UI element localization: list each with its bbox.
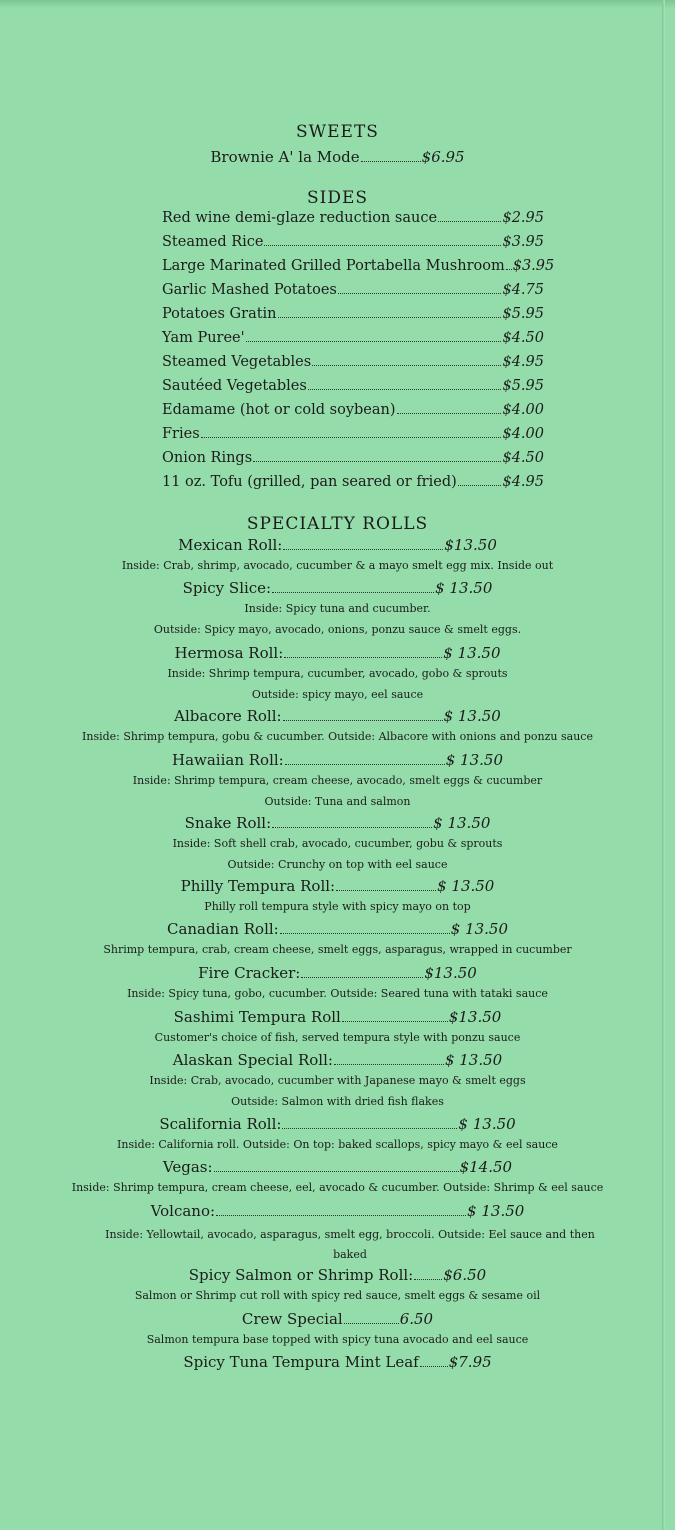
- roll-description: Inside: California roll. Outside: On top: baked scallops, spicy mayo & eel sauce: [117, 1138, 558, 1151]
- dot-leader: [438, 221, 501, 222]
- item-name: Garlic Mashed Potatoes: [162, 282, 337, 298]
- roll-description: Customer's choice of fish, served tempura style with ponzu sauce: [154, 1031, 521, 1044]
- dot-leader: [344, 1323, 399, 1324]
- roll-description: Outside: Salmon with dried fish flakes: [231, 1095, 444, 1108]
- roll-title-row: [0, 964, 675, 982]
- side-item: [162, 210, 544, 232]
- item-name: Steamed Vegetables: [162, 354, 312, 370]
- dot-leader: [342, 1021, 448, 1022]
- roll-title-row: [0, 1310, 675, 1328]
- specialty-rolls-heading: SPECIALTY ROLLS: [246, 514, 429, 534]
- menu-item: [174, 1008, 502, 1026]
- item-price: $4.95: [502, 354, 544, 370]
- menu-item: [242, 1310, 433, 1328]
- roll-description: Outside: spicy mayo, eel sauce: [251, 688, 424, 701]
- roll-description: Inside: Yellowtail, avocado, asparagus, smelt egg, broccoli. Outside: Eel sauce and then baked: [105, 1228, 595, 1261]
- roll-price: $ 13.50: [433, 814, 491, 832]
- roll-price: $7.95: [448, 1353, 492, 1371]
- roll-price: $ 13.50: [443, 707, 501, 725]
- dot-leader: [216, 1215, 466, 1216]
- roll-description: Shrimp tempura, crab, cream cheese, smelt eggs, asparagus, wrapped in cucumber: [103, 943, 572, 956]
- dot-leader: [278, 317, 502, 318]
- roll-description: Outside: Crunchy on top with eel sauce: [227, 858, 448, 871]
- roll-description: Outside: Spicy mayo, avocado, onions, ponzu sauce & smelt eggs.: [153, 623, 522, 636]
- side-item: [162, 330, 544, 352]
- roll-price: $ 13.50: [458, 1115, 516, 1133]
- menu-item: [163, 1158, 512, 1176]
- side-item: [162, 354, 544, 376]
- menu-item: [174, 644, 500, 662]
- roll-price: $ 13.50: [467, 1202, 525, 1220]
- roll-title-row: [0, 707, 675, 725]
- item-price: $5.95: [502, 378, 544, 394]
- menu-item: [183, 579, 493, 597]
- roll-name: Scalifornia Roll:: [159, 1115, 282, 1133]
- menu-item: [178, 536, 497, 554]
- roll-price: $ 13.50: [445, 751, 503, 769]
- roll-price: $6.50: [443, 1266, 487, 1284]
- roll-price: $ 13.50: [437, 877, 495, 895]
- roll-description: Inside: Soft shell crab, avocado, cucumber, gobu & sprouts: [172, 837, 503, 850]
- menu-item: [181, 877, 495, 895]
- item-name: Potatoes Gratin: [162, 306, 277, 322]
- roll-price: $13.50: [448, 1008, 502, 1026]
- roll-description: Inside: Shrimp tempura, gobu & cucumber. Outside: Albacore with onions and ponzu sauce: [82, 730, 593, 743]
- item-price: $2.95: [502, 210, 544, 226]
- dot-leader: [201, 437, 502, 438]
- roll-title-row: [0, 1202, 675, 1220]
- menu-item: [159, 1115, 515, 1133]
- roll-price: $ 13.50: [450, 920, 509, 938]
- dot-leader: [308, 389, 502, 390]
- roll-name: Philly Tempura Roll:: [180, 877, 336, 895]
- roll-title-row: [0, 536, 675, 554]
- roll-description: Inside: Shrimp tempura, cream cheese, avocado, smelt eggs & cucumber: [132, 774, 543, 787]
- item-price: $4.00: [502, 402, 544, 418]
- item-price: $6.95: [421, 148, 465, 166]
- roll-title-row: [0, 1353, 675, 1371]
- roll-title-row: [0, 1008, 675, 1026]
- item-name: Fries: [162, 426, 200, 442]
- roll-title-row: [0, 1158, 675, 1176]
- roll-price: 6.50: [399, 1310, 434, 1328]
- side-item: [162, 378, 544, 400]
- side-item: [162, 474, 544, 496]
- side-item: [162, 402, 544, 424]
- menu-item: [151, 1202, 525, 1220]
- item-price: $3.95: [512, 258, 555, 274]
- roll-description: Inside: Shrimp tempura, cream cheese, eel, avocado & cucumber. Outside: Shrimp & eel sauce: [71, 1181, 604, 1194]
- roll-description: Inside: Spicy tuna and cucumber.: [244, 602, 431, 615]
- dot-leader: [284, 657, 442, 658]
- roll-description: Inside: Crab, shrimp, avocado, cucumber & a mayo smelt egg mix. Inside out: [121, 559, 554, 572]
- menu-item: [198, 964, 477, 982]
- item-price: $3.95: [502, 234, 544, 250]
- dot-leader: [264, 245, 501, 246]
- dot-leader: [336, 890, 436, 891]
- dot-leader: [506, 269, 512, 270]
- roll-price: $13.50: [444, 536, 497, 554]
- roll-title-row: [0, 751, 675, 769]
- roll-price: $ 13.50: [435, 579, 493, 597]
- item-name: Steamed Rice: [162, 234, 264, 250]
- dot-leader: [301, 977, 423, 978]
- dot-leader: [312, 365, 501, 366]
- roll-name: Mexican Roll:: [178, 536, 283, 554]
- sweets-item: [0, 148, 675, 166]
- sweets-heading: SWEETS: [296, 122, 379, 142]
- roll-description: Inside: Spicy tuna, gobo, cucumber. Outside: Seared tuna with tataki sauce: [127, 987, 548, 1000]
- roll-description: Philly roll tempura style with spicy mayo on top: [204, 900, 471, 913]
- dot-leader: [285, 764, 445, 765]
- item-price: $4.50: [502, 330, 544, 346]
- side-item: [162, 450, 544, 472]
- dot-leader: [397, 413, 502, 414]
- item-name: 11 oz. Tofu (grilled, pan seared or fried): [162, 474, 457, 490]
- menu-item: [189, 1266, 486, 1284]
- paper-top-edge: [0, 0, 675, 8]
- roll-name: Volcano:: [150, 1202, 216, 1220]
- roll-title-row: [0, 814, 675, 832]
- roll-description: Inside: Shrimp tempura, cucumber, avocado, gobo & sprouts: [167, 667, 508, 680]
- roll-description: Inside: Crab, avocado, cucumber with Japanese mayo & smelt eggs: [149, 1074, 526, 1087]
- roll-title-row: [0, 1115, 675, 1133]
- roll-price: $ 13.50: [444, 1051, 503, 1069]
- roll-name: Albacore Roll:: [174, 707, 282, 725]
- roll-name: Alaskan Special Roll:: [172, 1051, 333, 1069]
- menu-item: [174, 707, 501, 725]
- item-name: Onion Rings: [162, 450, 253, 466]
- menu-item: [167, 920, 508, 938]
- roll-name: Spicy Slice:: [182, 579, 272, 597]
- roll-price: $14.50: [459, 1158, 513, 1176]
- roll-price: $ 13.50: [443, 644, 501, 662]
- item-price: $5.95: [502, 306, 544, 322]
- roll-name: Spicy Tuna Tempura Mint Leaf: [183, 1353, 419, 1371]
- roll-title-row: [0, 1051, 675, 1069]
- roll-name: Spicy Salmon or Shrimp Roll:: [188, 1266, 414, 1284]
- item-price: $4.75: [502, 282, 544, 298]
- menu-item: [185, 814, 491, 832]
- dot-leader: [272, 592, 434, 593]
- dot-leader: [214, 1171, 459, 1172]
- item-price: $4.95: [502, 474, 544, 490]
- roll-title-row: [0, 1266, 675, 1284]
- item-price: $4.00: [502, 426, 544, 442]
- item-name: Brownie A' la Mode: [210, 148, 360, 166]
- roll-title-row: [0, 644, 675, 662]
- dot-leader: [338, 293, 502, 294]
- roll-name: Snake Roll:: [184, 814, 272, 832]
- roll-name: Vegas:: [162, 1158, 213, 1176]
- roll-name: Crew Special: [241, 1310, 343, 1328]
- item-name: Large Marinated Grilled Portabella Mushroom: [162, 258, 505, 274]
- side-item: [162, 258, 555, 280]
- menu-item: [183, 1353, 491, 1371]
- dot-leader: [458, 485, 502, 486]
- roll-name: Hawaiian Roll:: [171, 751, 284, 769]
- roll-description: Outside: Tuna and salmon: [264, 795, 411, 808]
- item-name: Sautéed Vegetables: [162, 378, 307, 394]
- roll-description: Salmon or Shrimp cut roll with spicy red sauce, smelt eggs & sesame oil: [134, 1289, 541, 1302]
- side-item: [162, 426, 544, 448]
- roll-name: Fire Cracker:: [198, 964, 301, 982]
- menu-item: [172, 751, 503, 769]
- dot-leader: [334, 1064, 444, 1065]
- side-item: [162, 234, 544, 256]
- item-price: $4.50: [502, 450, 544, 466]
- dot-leader: [282, 1128, 457, 1129]
- dot-leader: [272, 827, 432, 828]
- sides-heading: SIDES: [306, 188, 369, 208]
- dot-leader: [361, 161, 421, 162]
- roll-name: Hermosa Roll:: [174, 644, 284, 662]
- item-name: Yam Puree': [162, 330, 245, 346]
- roll-name: Canadian Roll:: [166, 920, 279, 938]
- dot-leader: [283, 720, 443, 721]
- dot-leader: [414, 1279, 442, 1280]
- side-item: [162, 306, 544, 328]
- dot-leader: [253, 461, 501, 462]
- dot-leader: [246, 341, 502, 342]
- side-item: [162, 282, 544, 304]
- item-name: Edamame (hot or cold soybean): [162, 402, 396, 418]
- roll-price: $13.50: [424, 964, 477, 982]
- dot-leader: [283, 549, 443, 550]
- roll-title-row: [0, 877, 675, 895]
- dot-leader: [280, 933, 450, 934]
- roll-title-row: [0, 579, 675, 597]
- dot-leader: [420, 1366, 448, 1367]
- menu-item: [210, 148, 464, 166]
- item-name: Red wine demi-glaze reduction sauce: [162, 210, 438, 226]
- menu-item: [173, 1051, 502, 1069]
- roll-title-row: [0, 920, 675, 938]
- roll-name: Sashimi Tempura Roll: [173, 1008, 341, 1026]
- roll-description: Salmon tempura base topped with spicy tuna avocado and eel sauce: [146, 1333, 529, 1346]
